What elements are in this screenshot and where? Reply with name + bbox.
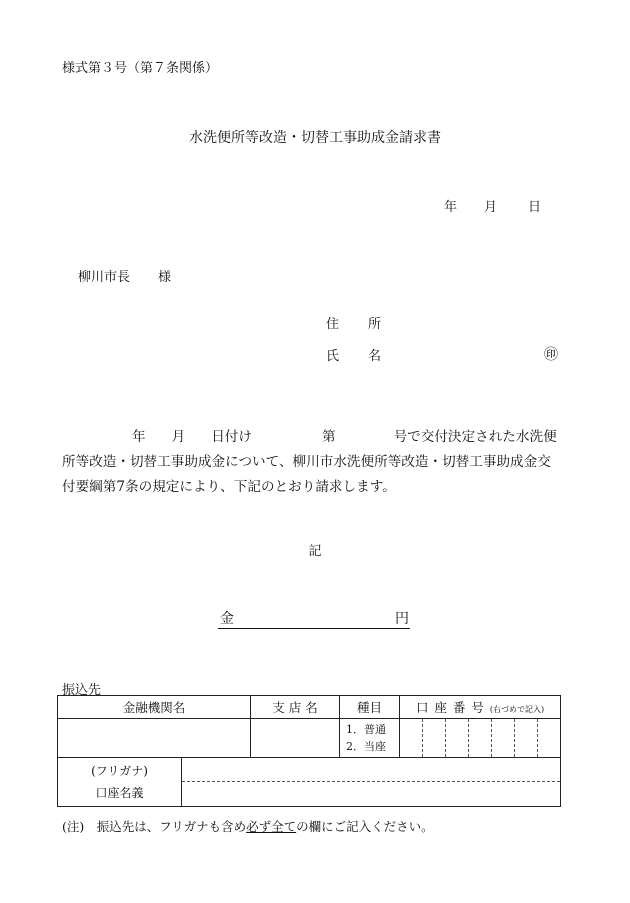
- addressee-honorific: 様: [158, 270, 172, 285]
- account-type-header: 種目: [340, 696, 400, 719]
- body-year: 年: [132, 429, 146, 445]
- body-number-prefix: 第: [321, 429, 336, 445]
- request-body: [62, 425, 567, 500]
- account-number-header-note: (右づめで記入): [489, 705, 545, 714]
- transfer-label: 振込先: [62, 683, 102, 698]
- account-digit-cell[interactable]: [514, 719, 537, 757]
- account-number-header-label: 口 座 番 号: [415, 700, 485, 715]
- account-number-field[interactable]: [400, 719, 561, 758]
- footnote: [62, 817, 434, 835]
- amount-suffix: 円: [395, 611, 409, 627]
- account-digit-cell[interactable]: [537, 719, 560, 757]
- bank-name-header: 金融機関名: [58, 696, 251, 719]
- body-line-2: 所等改造・切替工事助成金について、柳川市水洗便所等改造・切替工事助成金交: [62, 454, 551, 470]
- body-day-dated: 日付け: [211, 429, 252, 445]
- addressee-name: 柳川市長: [78, 270, 131, 285]
- account-holder-row: [58, 758, 561, 807]
- branch-header: 支 店 名: [251, 696, 340, 719]
- furigana-label: (フリガナ): [91, 764, 148, 778]
- date-year-label: 年: [444, 200, 458, 215]
- name-label-2: 名: [368, 349, 382, 364]
- account-type-field[interactable]: [340, 719, 400, 758]
- account-digit-cell[interactable]: [400, 719, 422, 757]
- bank-entry-row: [58, 719, 561, 758]
- furigana-divider: [182, 781, 560, 782]
- account-type-option-current[interactable]: 2．当座: [346, 740, 387, 753]
- bank-table-header: [58, 696, 561, 719]
- footnote-suffix: の欄にご記入ください。: [296, 819, 434, 834]
- address-label-2: 所: [368, 317, 382, 332]
- account-digit-cell[interactable]: [445, 719, 468, 757]
- account-holder-label: 口座名義: [95, 786, 144, 800]
- body-month: 月: [171, 429, 186, 445]
- date-day-label: 日: [528, 200, 542, 215]
- form-number: 様式第３号（第７条関係）: [62, 61, 219, 76]
- footnote-emphasis: 必ず全て: [246, 819, 297, 834]
- account-holder-field[interactable]: [182, 758, 561, 807]
- address-label-1: 住: [326, 317, 340, 332]
- document-title: 水洗便所等改造・切替工事助成金請求書: [189, 130, 441, 146]
- body-text-after-number: 号で交付決定された水洗便: [393, 429, 557, 445]
- amount-underline: [218, 608, 410, 629]
- bank-name-field[interactable]: [58, 719, 251, 758]
- footnote-prefix: (注) 振込先は、フリガナも含め: [62, 819, 247, 834]
- record-mark: 記: [308, 544, 322, 559]
- account-digit-cell[interactable]: [491, 719, 514, 757]
- bank-account-table: [57, 695, 561, 807]
- account-digit-cell[interactable]: [422, 719, 445, 757]
- body-line-3: 付要綱第7条の規定により、下記のとおり請求します。: [62, 479, 396, 495]
- amount-prefix: 金: [220, 611, 234, 627]
- body-line-1: [62, 425, 567, 450]
- account-number-header: [400, 696, 561, 719]
- account-type-option-ordinary[interactable]: 1．普通: [346, 723, 387, 736]
- name-label-1: 氏: [326, 349, 340, 364]
- date-month-label: 月: [484, 200, 498, 215]
- account-digit-cell[interactable]: [468, 719, 491, 757]
- branch-field[interactable]: [251, 719, 340, 758]
- account-holder-label-cell: [58, 758, 182, 807]
- seal-mark: ㊞: [544, 347, 558, 363]
